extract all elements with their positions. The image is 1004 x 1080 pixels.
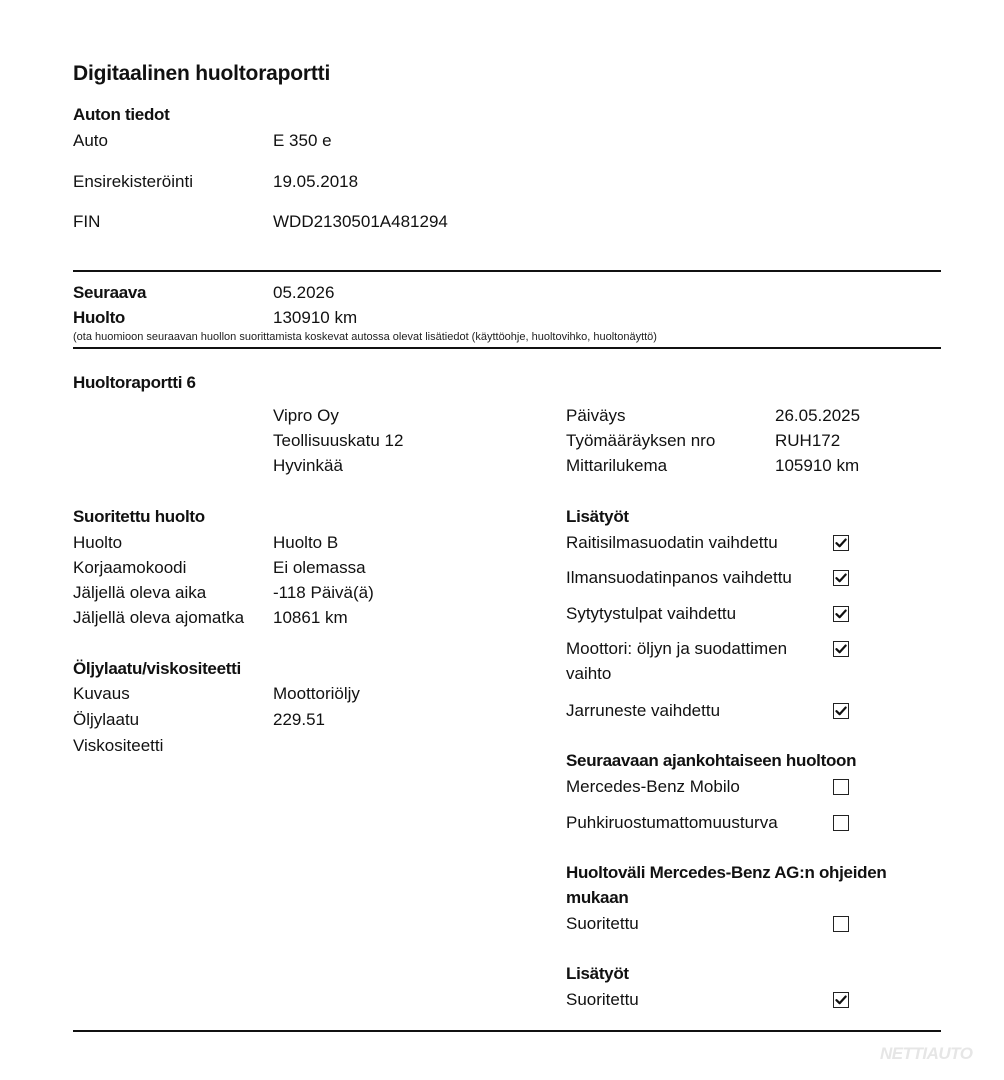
work-order-label: Työmääräyksen nro xyxy=(566,431,716,450)
next-current-item-label: Puhkiruostumattomuusturva xyxy=(566,813,778,832)
oil-description-value: Moottoriöljy xyxy=(273,684,360,703)
oil-description-label: Kuvaus xyxy=(73,684,130,703)
extra-work-item-label: Sytytystulpat vaihdettu xyxy=(566,604,737,623)
watermark-logo: NETTIAUTO xyxy=(880,1044,973,1063)
workshop-code-value: Ei olemassa xyxy=(273,558,366,577)
next-current-checkbox[interactable] xyxy=(833,779,849,795)
fin-value: WDD2130501A481294 xyxy=(273,212,448,231)
oil-heading: Öljylaatu/viskositeetti xyxy=(73,659,241,678)
next-service-label-1: Seuraava xyxy=(73,283,147,302)
next-service-label-2: Huolto xyxy=(73,308,126,327)
fin-label: FIN xyxy=(73,212,101,231)
extra-work-item-label: Ilmansuodatinpanos vaihdettu xyxy=(566,568,792,587)
extra-work-checkbox[interactable] xyxy=(833,535,849,551)
next-service-km: 130910 km xyxy=(273,308,358,327)
service-label: Huolto xyxy=(73,533,123,552)
oil-quality-label: Öljylaatu xyxy=(73,710,140,729)
checkmark-icon xyxy=(835,537,847,549)
next-current-item-label: Mercedes-Benz Mobilo xyxy=(566,777,740,796)
extra-work-item-label: Moottori: öljyn ja suodattimen xyxy=(566,639,788,658)
workshop-code-label: Korjaamokoodi xyxy=(73,558,187,577)
extra-work-checkbox[interactable] xyxy=(833,570,849,586)
next-service-note: (ota huomioon seuraavan huollon suorittamista koskevat autossa olevat lisätiedot (käyttöohje, huoltovihko, huoltonäyttö) xyxy=(73,331,657,343)
first-registration-value: 19.05.2018 xyxy=(273,172,359,191)
car-label: Auto xyxy=(73,131,108,150)
next-service-date: 05.2026 xyxy=(273,283,335,302)
remaining-distance-label: Jäljellä oleva ajomatka xyxy=(73,608,245,627)
remaining-time-value: -118 Päivä(ä) xyxy=(273,583,374,602)
workshop-street: Teollisuuskatu 12 xyxy=(273,431,404,450)
checkmark-icon xyxy=(835,705,847,717)
interval-checkbox[interactable] xyxy=(833,916,849,932)
page-title: Digitaalinen huoltoraportti xyxy=(73,62,331,85)
interval-heading-cont: mukaan xyxy=(566,888,629,907)
date-label: Päiväys xyxy=(566,406,626,425)
interval-item-label: Suoritettu xyxy=(566,914,639,933)
car-value: E 350 e xyxy=(273,131,332,150)
performed-service-heading: Suoritettu huolto xyxy=(73,507,205,526)
report-heading: Huoltoraportti 6 xyxy=(73,373,196,392)
extra-work-2-checkbox[interactable] xyxy=(833,992,849,1008)
extra-work-checkbox[interactable] xyxy=(833,641,849,657)
extra-work-2-heading: Lisätyöt xyxy=(566,964,629,983)
checkmark-icon xyxy=(835,994,847,1006)
extra-work-checkbox[interactable] xyxy=(833,606,849,622)
extra-work-item-label-cont: vaihto xyxy=(566,664,612,683)
odometer-label: Mittarilukema xyxy=(566,456,668,475)
divider-mid xyxy=(73,347,941,349)
odometer-value: 105910 km xyxy=(775,456,860,475)
car-info-heading: Auton tiedot xyxy=(73,105,170,124)
checkmark-icon xyxy=(835,608,847,620)
divider-top xyxy=(73,270,941,272)
first-registration-label: Ensirekisteröinti xyxy=(73,172,193,191)
interval-heading: Huoltoväli Mercedes-Benz AG:n ohjeiden xyxy=(566,863,887,882)
extra-work-2-item-label: Suoritettu xyxy=(566,990,639,1009)
next-current-heading: Seuraavaan ajankohtaiseen huoltoon xyxy=(566,751,857,770)
checkmark-icon xyxy=(835,643,847,655)
extra-work-item-label: Jarruneste vaihdettu xyxy=(566,701,721,720)
workshop-city: Hyvinkää xyxy=(273,456,343,475)
next-current-checkbox[interactable] xyxy=(833,815,849,831)
divider-bottom xyxy=(73,1030,941,1032)
extra-work-item-label: Raitisilmasuodatin vaihdettu xyxy=(566,533,778,552)
viscosity-label: Viskositeetti xyxy=(73,736,164,755)
remaining-distance-value: 10861 km xyxy=(273,608,348,627)
oil-quality-value: 229.51 xyxy=(273,710,325,729)
extra-work-heading: Lisätyöt xyxy=(566,507,629,526)
checkmark-icon xyxy=(835,572,847,584)
remaining-time-label: Jäljellä oleva aika xyxy=(73,583,207,602)
service-value: Huolto B xyxy=(273,533,339,552)
date-value: 26.05.2025 xyxy=(775,406,861,425)
workshop-name: Vipro Oy xyxy=(273,406,339,425)
work-order-value: RUH172 xyxy=(775,431,841,450)
extra-work-checkbox[interactable] xyxy=(833,703,849,719)
